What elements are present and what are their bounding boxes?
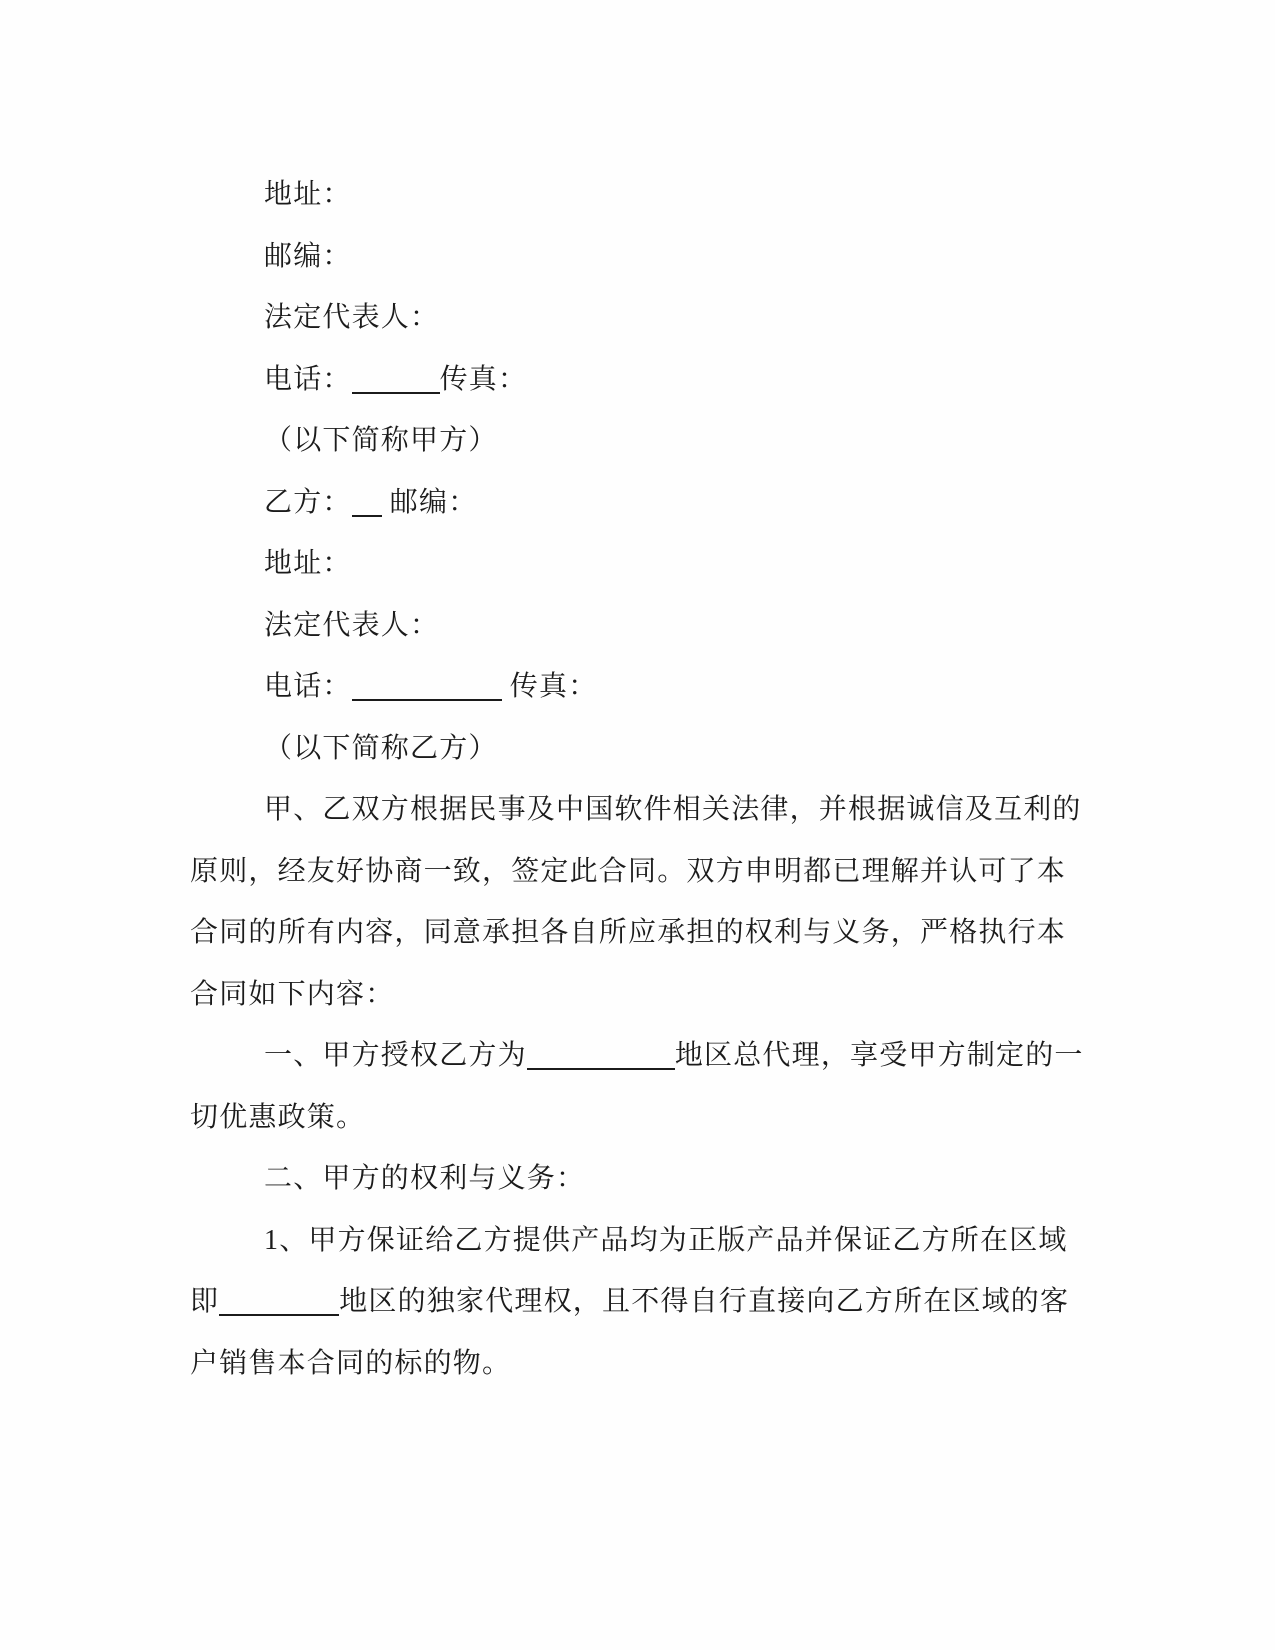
text-segment: 邮编： <box>264 240 352 272</box>
text-line <box>190 902 1074 964</box>
text-segment: 电话： <box>264 671 352 702</box>
text-line <box>190 164 1074 226</box>
text-line <box>190 1148 1074 1210</box>
text-segment: 邮编： <box>381 486 478 518</box>
text-segment: 合同如下内容： <box>190 978 395 1010</box>
text-segment: 法定代表人： <box>264 302 440 333</box>
text-line <box>190 656 1074 718</box>
text-segment: 传真： <box>439 363 528 395</box>
text-line <box>190 472 1074 534</box>
text-segment: （以下简称乙方） <box>264 732 498 764</box>
text-segment: 地址： <box>264 179 352 210</box>
text-segment: 传真： <box>501 671 598 702</box>
fill-in-blank-underline <box>527 1068 675 1070</box>
fill-in-blank-underline <box>352 392 440 394</box>
text-line <box>190 1271 1074 1333</box>
text-segment: 一、甲方授权乙方为 <box>264 1040 527 1071</box>
fill-in-blank-underline <box>352 515 382 517</box>
text-line <box>190 410 1074 472</box>
fill-in-blank-underline <box>352 699 502 701</box>
text-line <box>190 779 1082 841</box>
text-line <box>190 1333 1074 1395</box>
fill-in-blank-underline <box>219 1314 339 1316</box>
text-line <box>190 287 1074 349</box>
text-line <box>190 349 1074 411</box>
text-line <box>190 226 1074 288</box>
text-line <box>190 595 1074 657</box>
text-line <box>190 1210 1074 1272</box>
text-line <box>190 841 1074 903</box>
text-segment: 户销售本合同的标的物。 <box>190 1347 512 1379</box>
text-segment: 甲、乙双方根据民事及中国软件相关法律，并根据诚信及互利的 <box>264 794 1082 825</box>
text-segment: 切优惠政策。 <box>190 1101 366 1133</box>
text-segment: 合同的所有内容，同意承担各自所应承担的权利与义务，严格执行本 <box>190 917 1067 948</box>
text-line <box>190 718 1074 780</box>
text-segment: 1、甲方保证给乙方提供产品均为正版产品并保证乙方所在区域 <box>264 1224 1068 1256</box>
contract-body <box>190 164 1084 1394</box>
text-segment: 地址： <box>264 548 352 579</box>
text-segment: （以下简称甲方） <box>264 425 498 456</box>
text-segment: 乙方： <box>264 486 352 518</box>
text-line <box>190 1087 1074 1149</box>
text-segment: 即 <box>190 1286 220 1317</box>
text-segment: 法定代表人： <box>264 609 440 641</box>
text-segment: 地区的独家代理权，且不得自行直接向乙方所在区域的客 <box>339 1286 1070 1317</box>
text-line <box>190 964 1074 1026</box>
text-segment: 原则，经友好协商一致，签定此合同。双方申明都已理解并认可了本 <box>190 855 1067 887</box>
text-segment: 地区总代理，享受甲方制定的一 <box>674 1040 1084 1071</box>
text-segment: 电话： <box>264 363 352 395</box>
text-line <box>190 533 1074 595</box>
text-segment: 二、甲方的权利与义务： <box>264 1163 586 1194</box>
text-line <box>190 1025 1084 1087</box>
